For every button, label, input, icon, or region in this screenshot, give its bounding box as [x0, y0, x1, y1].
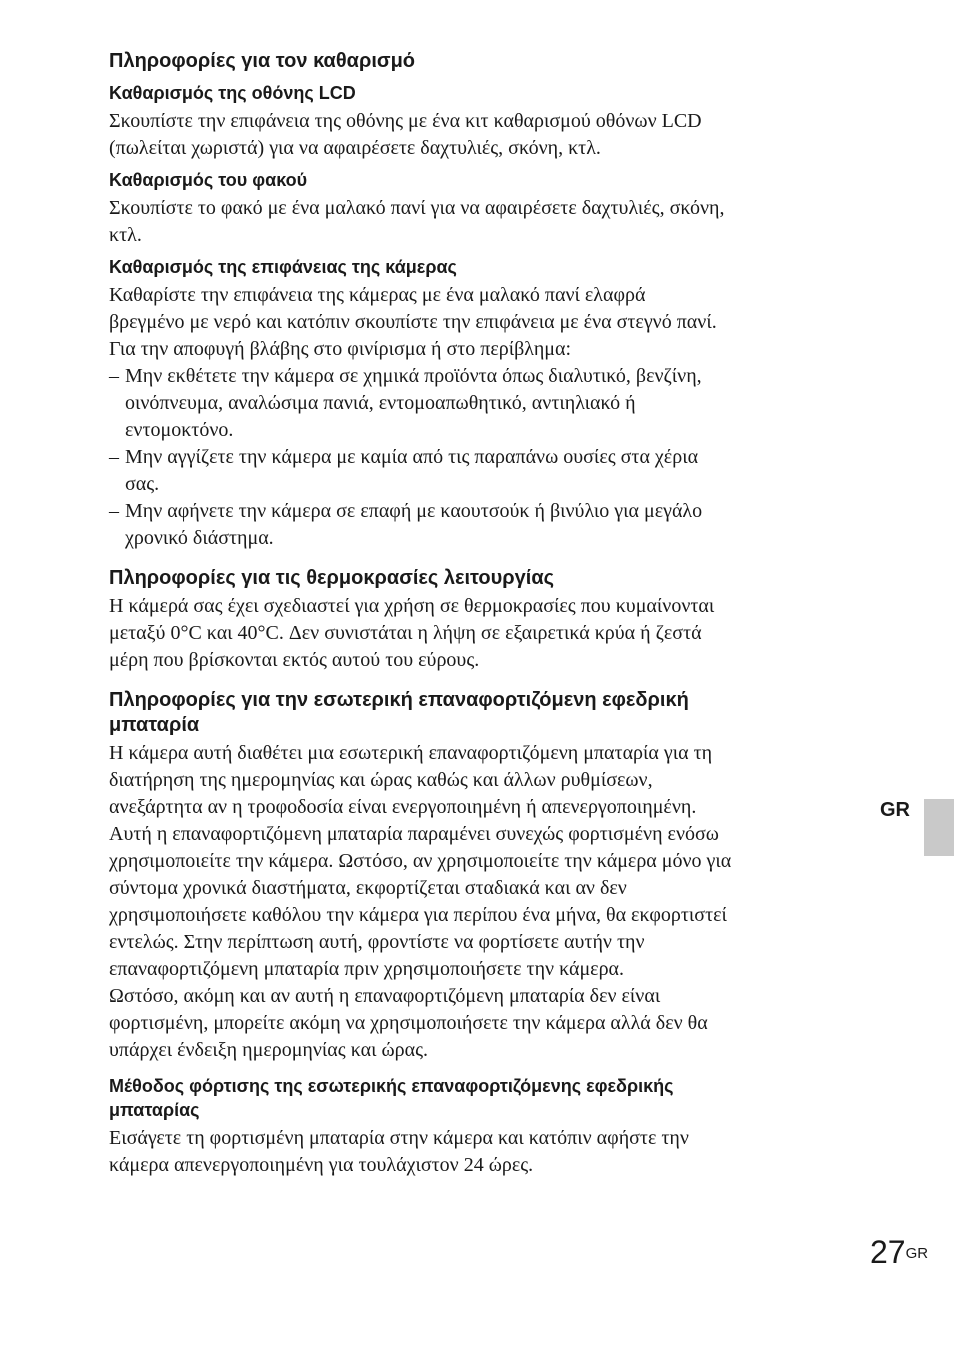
paragraph-surface-line: Για την αποφυγή βλάβης στο φινίρισμα ή στο περίβλημα:	[109, 338, 572, 360]
title-line: μπαταρία	[109, 714, 200, 736]
language-tab-marker	[924, 799, 954, 856]
paragraph-charging-line: κάμερα απενεργοποιημένη για τουλάχιστον 24 ώρες.	[109, 1154, 534, 1176]
paragraph-battery-line: εντελώς. Στην περίπτωση αυτή, φροντίστε να φορτίσετε αυτήν την	[109, 931, 645, 953]
list-item	[109, 363, 864, 444]
heading-lcd-cleaning: Καθαρισμός της οθόνης LCD	[109, 83, 356, 103]
page-content	[109, 49, 864, 1179]
paragraph-battery-line: επαναφορτιζόμενη μπαταρία πριν χρησιμοποιήσετε την κάμερα.	[109, 958, 625, 980]
paragraph-battery-line: υπάρχει ένδειξη ημερομηνίας και ώρας.	[109, 1039, 429, 1061]
list-item-line: εντομοκτόνο.	[125, 419, 234, 441]
heading-charging-method	[109, 1074, 864, 1122]
paragraph-lcd-line: Σκουπίστε την επιφάνεια της οθόνης με ένα κιτ καθαρισμού οθόνων LCD	[109, 110, 702, 132]
page-number-value: 27	[870, 1234, 906, 1270]
paragraph-battery-line: Αυτή η επαναφορτιζόμενη μπαταρία παραμένει συνεχώς φορτισμένη ενόσω	[109, 823, 719, 845]
paragraph-temperature-line: μέρη που βρίσκονται εκτός αυτού του εύρους.	[109, 649, 480, 671]
paragraph-temperature-line: μεταξύ 0°C και 40°C. Δεν συνιστάται η λήψη σε εξαιρετικά κρύα ή ζεστά	[109, 622, 702, 644]
paragraph-lens-line: Σκουπίστε το φακό με ένα μαλακό πανί για να αφαιρέσετε δαχτυλιές, σκόνη,	[109, 197, 725, 219]
heading-line: μπαταρίας	[109, 1100, 200, 1120]
list-item-line: Μην αγγίζετε την κάμερα με καμία από τις παραπάνω ουσίες στα χέρια	[125, 446, 699, 468]
section-title-backup-battery	[109, 688, 864, 738]
page-number	[870, 1234, 928, 1270]
list-item	[109, 498, 864, 552]
list-item	[109, 444, 864, 498]
caution-list	[109, 363, 864, 552]
list-item-line: οινόπνευμα, αναλώσιμα πανιά, εντομοαπωθητικό, αντιηλιακό ή	[125, 392, 636, 414]
paragraph-surface-line: βρεγμένο με νερό και κατόπιν σκουπίστε την επιφάνεια με ένα στεγνό πανί.	[109, 311, 717, 333]
language-label: GR	[880, 799, 910, 821]
paragraph-charging-line: Εισάγετε τη φορτισμένη μπαταρία στην κάμερα και κατόπιν αφήστε την	[109, 1127, 689, 1149]
heading-line: Μέθοδος φόρτισης της εσωτερικής επαναφορτιζόμενης εφεδρικής	[109, 1076, 674, 1096]
list-item-line: χρονικό διάστημα.	[125, 527, 274, 549]
paragraph-battery-line: φορτισμένη, μπορείτε ακόμη να χρησιμοποιήσετε την κάμερα αλλά δεν θα	[109, 1012, 708, 1034]
paragraph-surface-line: Καθαρίστε την επιφάνεια της κάμερας με ένα μαλακό πανί ελαφρά	[109, 284, 646, 306]
paragraph-battery-line: χρησιμοποιείτε την κάμερα. Ωστόσο, αν χρησιμοποιείτε την κάμερα μόνο για	[109, 850, 732, 872]
paragraph-battery-line: διατήρηση της ημερομηνίας και ώρας καθώς και άλλων ρυθμίσεων,	[109, 769, 653, 791]
page-number-suffix: GR	[905, 1245, 929, 1262]
paragraph-lens-line: κτλ.	[109, 224, 142, 246]
paragraph-battery-line: Ωστόσο, ακόμη και αν αυτή η επαναφορτιζόμενη μπαταρία δεν είναι	[109, 985, 661, 1007]
paragraph-battery-line: Η κάμερα αυτή διαθέτει μια εσωτερική επαναφορτιζόμενη μπαταρία για τη	[109, 742, 713, 764]
heading-surface-cleaning: Καθαρισμός της επιφάνειας της κάμερας	[109, 257, 457, 277]
section-title-temperature: Πληροφορίες για τις θερμοκρασίες λειτουργίας	[109, 567, 555, 589]
paragraph-lcd-line: (πωλείται χωριστά) για να αφαιρέσετε δαχτυλιές, σκόνη, κτλ.	[109, 137, 601, 159]
paragraph-battery-line: σύντομα χρονικά διαστήματα, εκφορτίζεται σταδιακά και αν δεν	[109, 877, 627, 899]
paragraph-battery-line: ανεξάρτητα αν η τροφοδοσία είναι ενεργοποιημένη ή απενεργοποιημένη.	[109, 796, 697, 818]
heading-lens-cleaning: Καθαρισμός του φακού	[109, 170, 308, 190]
paragraph-temperature-line: Η κάμερά σας έχει σχεδιαστεί για χρήση σε θερμοκρασίες που κυμαίνονται	[109, 595, 715, 617]
dash-marker: –	[109, 446, 119, 468]
dash-marker: –	[109, 500, 119, 522]
dash-marker: –	[109, 365, 119, 387]
list-item-line: Μην εκθέτετε την κάμερα σε χημικά προϊόντα όπως διαλυτικό, βενζίνη,	[125, 365, 702, 387]
title-line: Πληροφορίες για την εσωτερική επαναφορτιζόμενη εφεδρική	[109, 689, 689, 711]
list-item-line: Μην αφήνετε την κάμερα σε επαφή με καουτσούκ ή βινύλιο για μεγάλο	[125, 500, 703, 522]
paragraph-battery-line: χρησιμοποιήσετε καθόλου την κάμερα για περίπου ένα μήνα, θα εκφορτιστεί	[109, 904, 727, 926]
section-title-cleaning: Πληροφορίες για τον καθαρισμό	[109, 50, 416, 72]
list-item-line: σας.	[125, 473, 160, 495]
